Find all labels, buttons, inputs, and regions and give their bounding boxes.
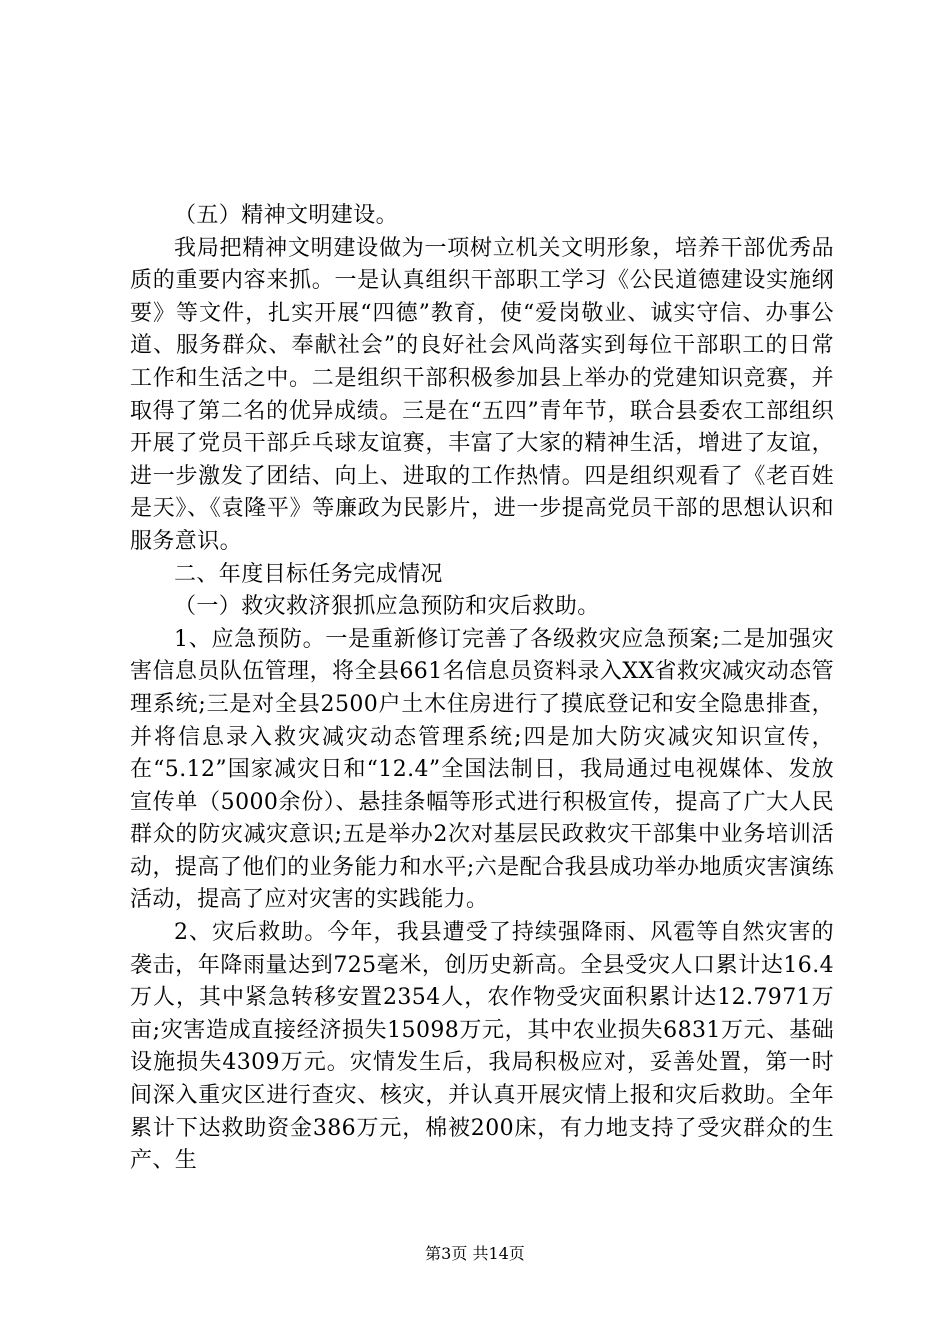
section-heading-spiritual-civilization: （五）精神文明建设。 [174, 203, 399, 228]
paragraph-spiritual-civilization: 我局把精神文明建设做为一项树立机关文明形象，培养干部优秀品质的重要内容来抓。一是认真组织干部职工学习《公民道德建设实施纲要》等文件，扎实开展“四德”教育，使“爱岗敬业、诚实守信、办事公道、服务群众、奉献社会”的良好社会风尚落实到每位干部职工的日常工作和生活之中。二是组织干部积极参加县上举办的党建知识竞赛，并取得了第二名的优异成绩。三是在“五四”青年节，联合县委农工部组织开展了党员干部乒乓球友谊赛，丰富了大家的精神生活，增进了友谊，进一步激发了团结、向上、进取的工作热情。四是组织观看了《老百姓是天》、《袁隆平》等廉政为民影片，进一步提高党员干部的思想认识和服务意识。 [130, 235, 834, 554]
section-heading-annual-goals: 二、年度目标任务完成情况 [174, 561, 443, 587]
subsection-heading-disaster-relief: （一）救灾救济狠抓应急预防和灾后救助。 [174, 594, 600, 620]
page-number-footer: 第3页 共14页 [425, 1244, 525, 1263]
paragraph-emergency-prevention: 1、应急预防。一是重新修订完善了各级救灾应急预案;二是加强灾害信息员队伍管理，将全县661名信息员资料录入XX省救灾减灾动态管理系统;三是对全县2500户土木住房进行了摸底登记和安全隐患排查，并将信息录入救灾减灾动态管理系统;四是加大防灾减灾知识宣传，在“5.12”国家减灾日和“12.4”全国法制日，我局通过电视媒体、发放宣传单（5000余份）、悬挂条幅等形式进行积极宣传，提高了广大人民群众的防灾减灾意识;五是举办2次对基层民政救灾干部集中业务培训活动，提高了他们的业务能力和水平;六是配合我县成功举办地质灾害演练活动，提高了应对灾害的实践能力。 [130, 626, 834, 913]
paragraph-post-disaster-relief: 2、灾后救助。今年，我县遭受了持续强降雨、风雹等自然灾害的袭击，年降雨量达到725毫米，创历史新高。全县受灾人口累计达16.4万人，其中紧急转移安置2354人，农作物受灾面积累计达12.7971万亩;灾害造成直接经济损失15098万元，其中农业损失6831万元、基础设施损失4309万元。灾情发生后，我局积极应对，妥善处置，第一时间深入重灾区进行查灾、核灾，并认真开展灾情上报和灾后救助。全年累计下达救助资金386万元，棉被200床，有力地支持了受灾群众的生产、生 [130, 920, 834, 1174]
document-body [130, 200, 834, 1178]
